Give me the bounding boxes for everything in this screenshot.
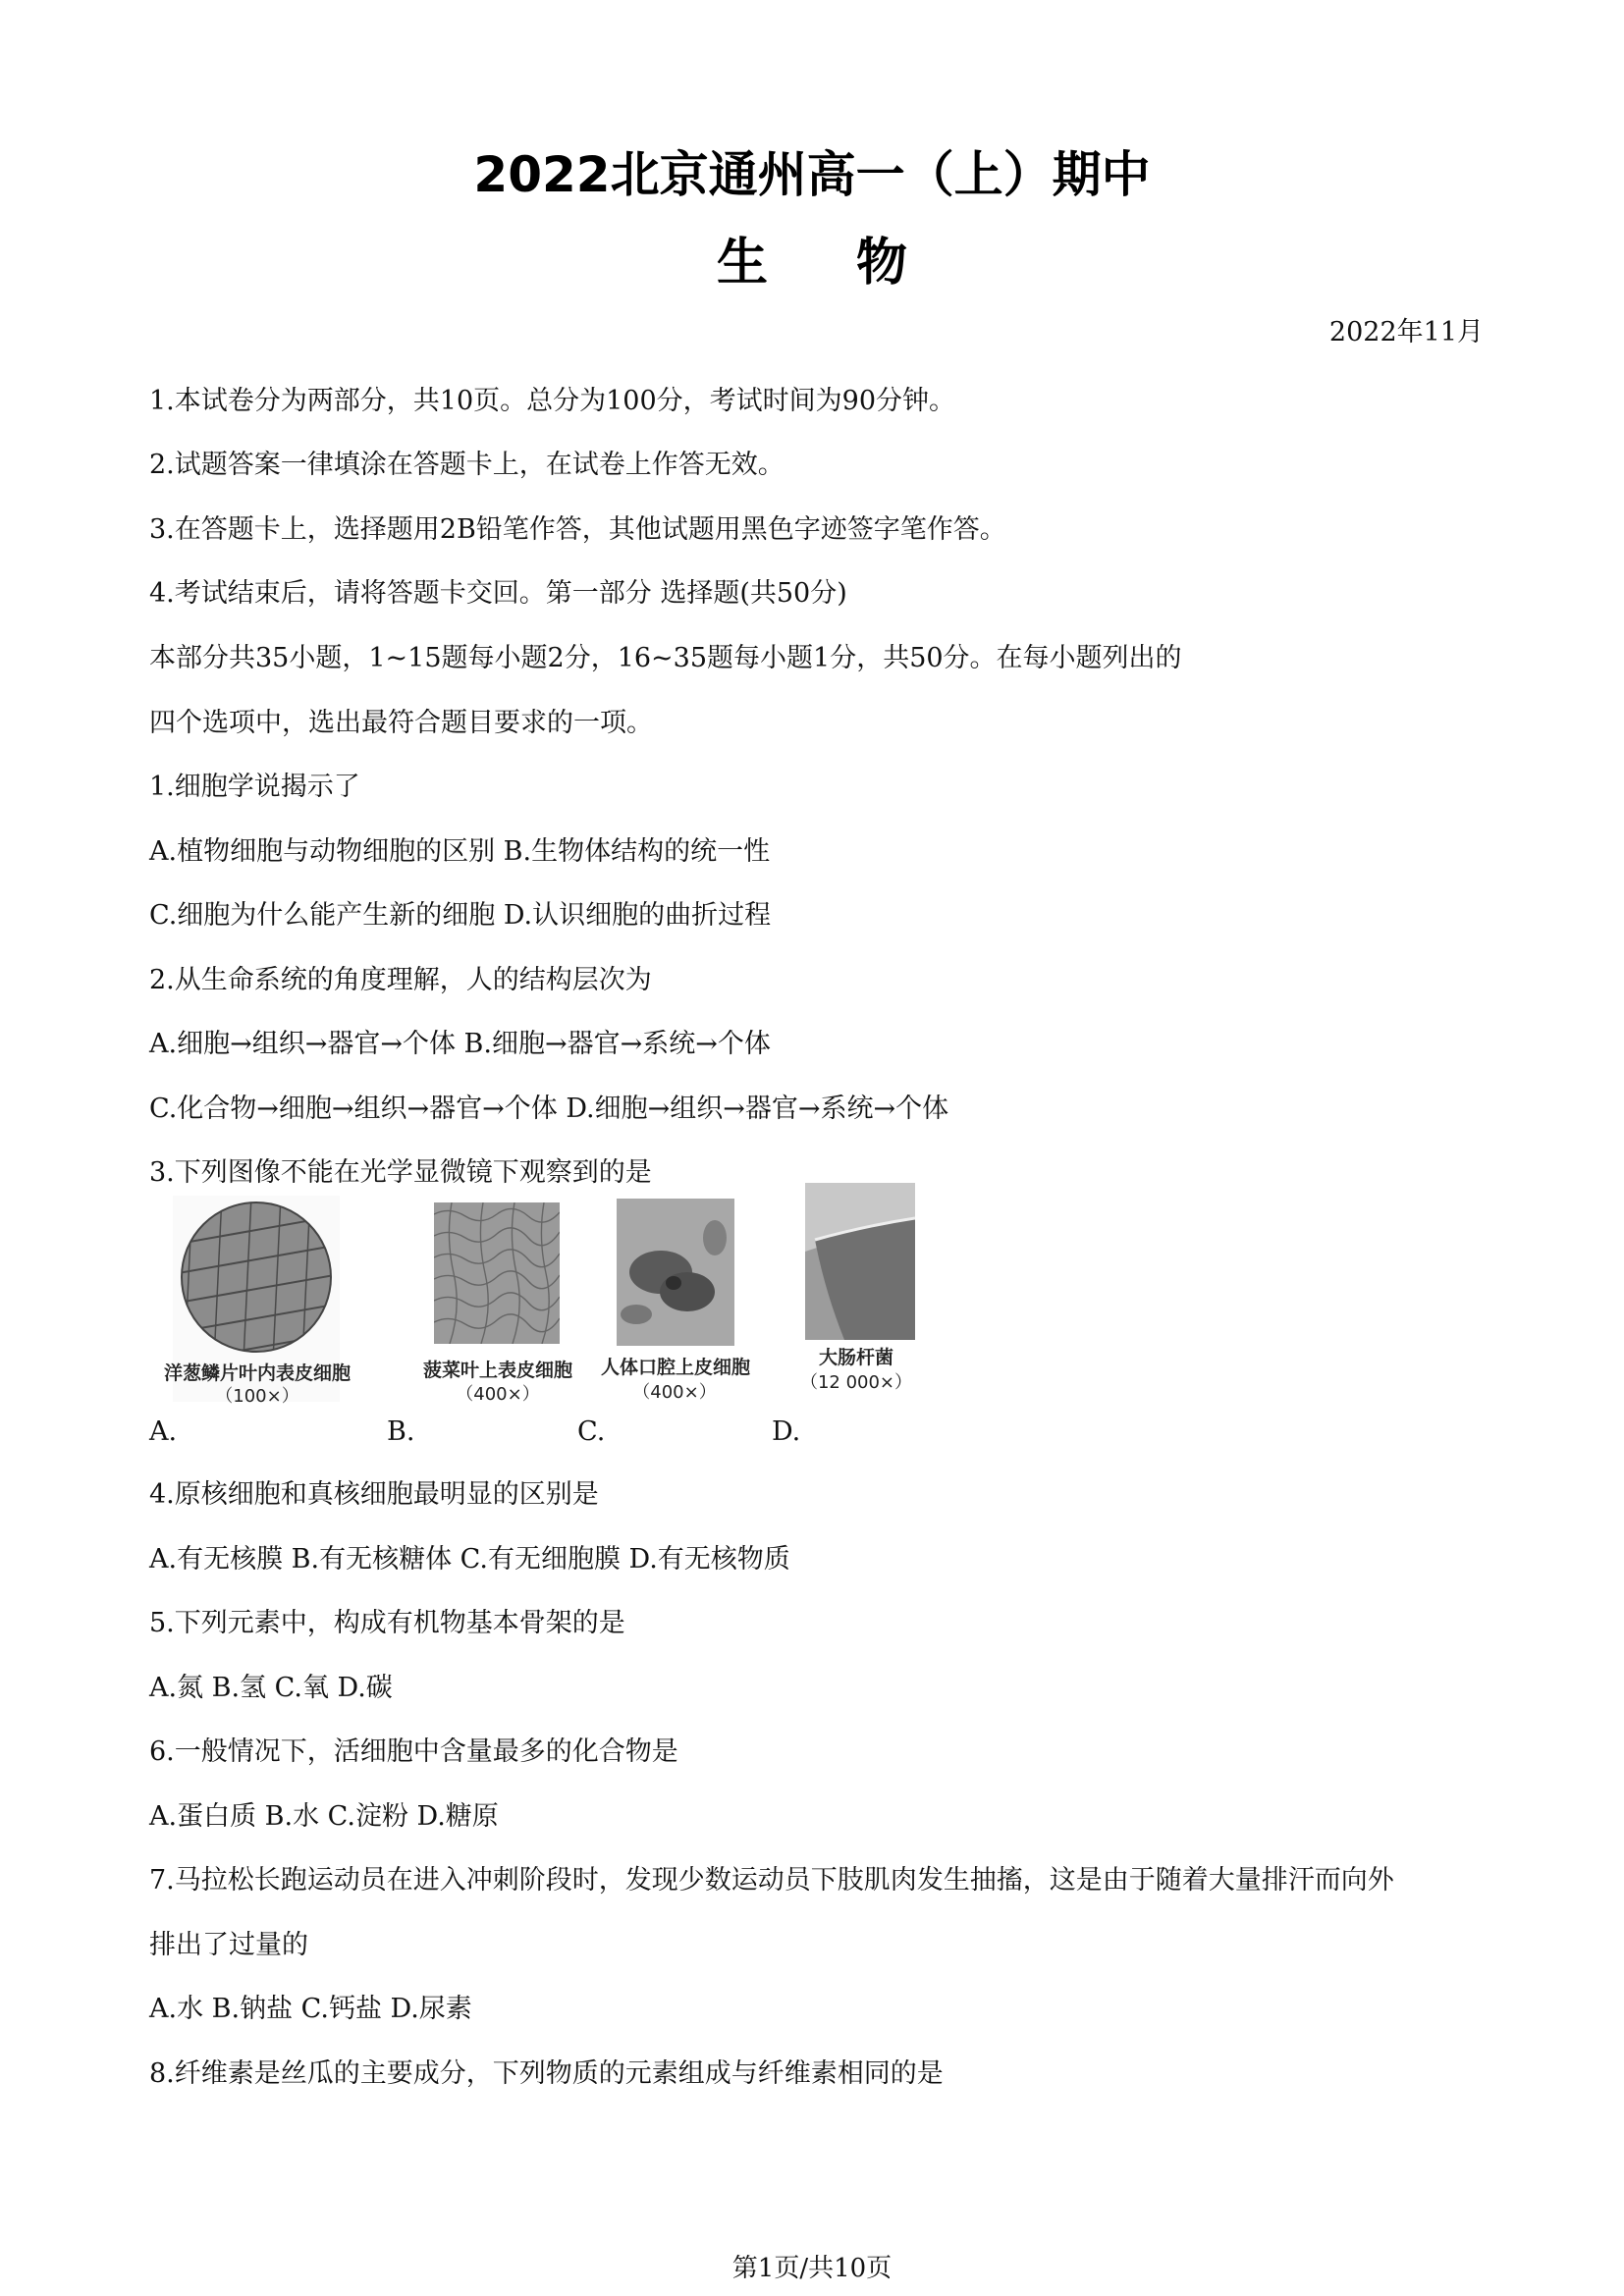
option-letter-a: A. [149, 1416, 178, 1447]
instruction-line: 3.在答题卡上，选择题用2B铅笔作答，其他试题用黑色字迹签字笔作答。 [149, 514, 1006, 545]
option-letter-d: D. [772, 1416, 801, 1447]
question-options: C.化合物→细胞→组织→器官→个体 D.细胞→组织→器官→系统→个体 [149, 1094, 949, 1124]
caption-c: 人体口腔上皮细胞 [601, 1357, 751, 1378]
question-stem: 4.原核细胞和真核细胞最明显的区别是 [149, 1479, 599, 1510]
question-options: A.细胞→组织→器官→个体 B.细胞→器官→系统→个体 [149, 1029, 771, 1059]
magnification-d: （12 000×） [799, 1372, 913, 1393]
option-letter-c: C. [577, 1416, 606, 1447]
question-options: A.蛋白质 B.水 C.淀粉 D.糖原 [149, 1801, 499, 1832]
q3-figure-row [149, 1196, 994, 1447]
exam-date: 2022年11月 [1328, 317, 1484, 347]
instruction-line: 1.本试卷分为两部分，共10页。总分为100分，考试时间为90分钟。 [149, 386, 956, 416]
instruction-line: 2.试题答案一律填涂在答题卡上，在试卷上作答无效。 [149, 450, 785, 480]
question-stem-continued: 排出了过量的 [149, 1930, 308, 1960]
question-options: A.植物细胞与动物细胞的区别 B.生物体结构的统一性 [149, 836, 771, 867]
exam-title: 2022北京通州高一（上）期中 [473, 146, 1151, 203]
caption-a: 洋葱鳞片叶内表皮细胞 [163, 1362, 351, 1384]
magnification-b: （400×） [456, 1384, 540, 1405]
question-stem: 3.下列图像不能在光学显微镜下观察到的是 [149, 1157, 652, 1188]
question-options: A.氮 B.氢 C.氧 D.碳 [149, 1673, 393, 1703]
e-coli-image [805, 1183, 915, 1340]
instruction-line: 本部分共35小题，1~15题每小题2分，16~35题每小题1分，共50分。在每小题列出的 [149, 643, 1182, 673]
question-options: C.细胞为什么能产生新的细胞 D.认识细胞的曲折过程 [149, 900, 772, 931]
instruction-line: 四个选项中，选出最符合题目要求的一项。 [149, 708, 653, 738]
question-options: A.水 B.钠盐 C.钙盐 D.尿素 [149, 1994, 472, 2024]
caption-b: 菠菜叶上表皮细胞 [422, 1360, 572, 1381]
question-stem: 8.纤维素是丝瓜的主要成分，下列物质的元素组成与纤维素相同的是 [149, 2058, 944, 2089]
question-options: A.有无核膜 B.有无核糖体 C.有无细胞膜 D.有无核物质 [149, 1544, 790, 1575]
question-stem: 1.细胞学说揭示了 [149, 772, 360, 802]
subject-title: 生物 [716, 234, 996, 293]
option-letter-b: B. [387, 1416, 415, 1447]
question-stem: 2.从生命系统的角度理解，人的结构层次为 [149, 965, 652, 995]
instruction-line: 4.考试结束后，请将答题卡交回。第一部分 选择题(共50分) [149, 578, 847, 609]
caption-d: 大肠杆菌 [818, 1347, 893, 1368]
magnification-a: （100×） [215, 1386, 299, 1407]
cheek-epithelium-image [617, 1199, 734, 1346]
magnification-c: （400×） [632, 1382, 717, 1403]
question-stem: 7.马拉松长跑运动员在进入冲刺阶段时，发现少数运动员下肢肌肉发生抽搐，这是由于随着大量排汗而向外 [149, 1865, 1394, 1896]
question-stem: 5.下列元素中，构成有机物基本骨架的是 [149, 1608, 625, 1638]
page-number: 第1页/共10页 [731, 2254, 893, 2283]
question-stem: 6.一般情况下，活细胞中含量最多的化合物是 [149, 1736, 678, 1767]
spinach-epidermis-image [434, 1202, 560, 1344]
